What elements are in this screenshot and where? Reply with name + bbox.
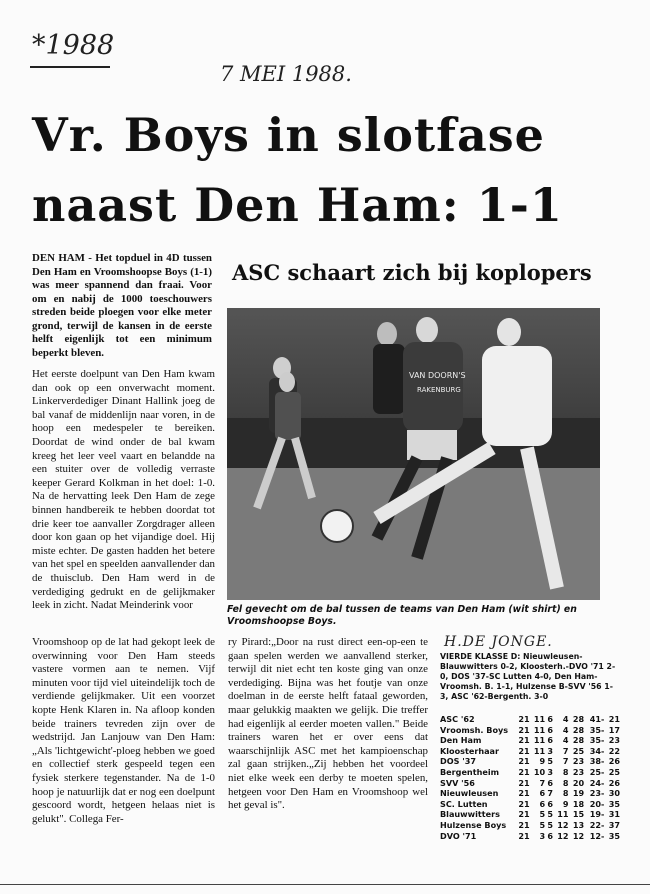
table-cell: 5: [539, 819, 546, 830]
table-cell: 7: [539, 777, 546, 788]
table-cell: 6: [547, 830, 553, 841]
team-name: Hulzense Boys: [440, 819, 507, 830]
photo-caption: Fel gevecht om de bal tussen de teams van Den Ham (wit shirt) en Vroomshoopse Boys.: [227, 604, 577, 627]
team-name: Vroomsh. Boys: [440, 724, 509, 735]
table-cell: 7: [547, 788, 553, 799]
table-row: [440, 735, 620, 746]
table-cell: 6: [539, 798, 546, 809]
table-cell: 8: [562, 777, 569, 788]
table-cell: 4: [562, 735, 569, 746]
table-cell: 23: [572, 756, 585, 767]
table-cell: 9: [539, 756, 546, 767]
team-name: SC. Lutten: [440, 798, 488, 809]
table-cell: 7: [562, 756, 569, 767]
table-cell: 23: [572, 766, 585, 777]
table-cell: 6: [547, 724, 553, 735]
table-row: [440, 778, 620, 789]
table-cell: 12: [557, 830, 569, 841]
table-cell: 6: [547, 777, 553, 788]
team-name: SVV '56: [440, 777, 475, 788]
team-name: Blauwwitters: [440, 809, 500, 820]
table-row: [440, 767, 620, 778]
table-cell: 12: [557, 819, 569, 830]
table-cell: 19: [572, 788, 585, 799]
table-row: [440, 788, 620, 799]
table-cell: 5: [539, 809, 546, 820]
table-cell: 28: [572, 714, 585, 724]
photo-illustration: [227, 308, 600, 600]
table-cell: 21: [518, 809, 530, 820]
table-row: [440, 714, 620, 725]
table-cell: 3: [547, 745, 553, 756]
byline: H.DE JONGE.: [444, 634, 553, 650]
table-cell: 6: [547, 735, 553, 746]
table-cell: 4: [562, 724, 569, 735]
table-cell: 34-: [589, 745, 605, 756]
table-cell: 35-: [589, 735, 605, 746]
table-cell: 21: [518, 745, 530, 756]
table-cell: 25-: [589, 766, 605, 777]
bottom-rule: [0, 884, 650, 885]
table-cell: 10: [533, 766, 546, 777]
table-cell: 22: [608, 745, 620, 756]
table-cell: 25: [608, 766, 620, 777]
table-cell: 26: [608, 777, 620, 788]
table-cell: 5: [547, 819, 553, 830]
results-text: VIERDE KLASSE D: Nieuwleusen-Blauwwitters 0-2, Kloosterh.-DVO '71 2-0, DOS '37-SC Lutten 4-0, Den Ham-Vroomsh. B. 1-1, Hulzense B-SVV '56 1-3, ASC '62-Bergenth. 3-0: [440, 652, 616, 701]
table-cell: 20-: [589, 798, 605, 809]
table-cell: 8: [562, 788, 569, 799]
lead-paragraph: DEN HAM - Het topduel in 4D tussen Den Ham en Vroomshoopse Boys (1-1) was meer spannend dan fraai. Voor om en nabij de 1000 toeschouwers streden beide ploegen voor elke meter grond, terwijl de kansen in de eerste helft eigenlijk tot een minimum beperkt bleven.: [32, 252, 212, 359]
table-cell: 9: [562, 798, 569, 809]
table-cell: 19-: [589, 809, 605, 820]
shirt-text-2: RAKENBURG: [417, 386, 461, 394]
table-cell: 7: [562, 745, 569, 756]
table-cell: 22-: [589, 819, 605, 830]
table-cell: 5: [547, 809, 553, 820]
table-row: [440, 799, 620, 810]
table-cell: 21: [518, 735, 530, 746]
table-cell: 11: [533, 724, 546, 735]
table-cell: 26: [608, 756, 620, 767]
table-cell: 17: [608, 724, 620, 735]
table-cell: 38-: [589, 756, 605, 767]
table-cell: 3: [547, 766, 553, 777]
team-name: DVO '71: [440, 830, 477, 841]
table-cell: 21: [518, 798, 530, 809]
table-cell: 37: [608, 819, 620, 830]
standings-table: [440, 714, 620, 841]
shirt-text: VAN DOORN'S: [409, 371, 466, 380]
team-name: Bergentheim: [440, 766, 500, 777]
table-cell: 13: [572, 819, 585, 830]
table-row: [440, 820, 620, 831]
table-cell: 41-: [589, 714, 605, 724]
table-row: [440, 809, 620, 820]
table-cell: 30: [608, 788, 620, 799]
date-note: 7 MEI 1988.: [220, 62, 352, 86]
table-cell: 24-: [589, 777, 605, 788]
table-cell: 21: [518, 724, 530, 735]
table-cell: 6: [547, 714, 553, 724]
table-cell: 20: [572, 777, 585, 788]
table-cell: 25: [572, 745, 585, 756]
table-cell: 21: [518, 788, 530, 799]
table-cell: 21: [518, 830, 530, 841]
table-cell: 35: [608, 798, 620, 809]
table-cell: 8: [562, 766, 569, 777]
table-cell: 21: [518, 756, 530, 767]
table-cell: 5: [547, 756, 553, 767]
team-name: DOS '37: [440, 756, 476, 767]
body-paragraph: Het eerste doelpunt van Den Ham kwam dan ook op een onverwacht moment. Linkerverdediger Dinant Hallink joeg de bal vanaf de middenlijn naar voren, in de hoop een medespeler te bereiken. Doordat de wind onder de bal kwam kreeg het leer veel vaart en belandde na een stuiter over de volledig verraste keeper Gerard Kolkman in het doel: 1-0. Na de hervatting leek Den Ham de zege binnen handbereik te hebben doordat tot drie keer toe aanvaller Zorgdrager alleen door kon gaan op het vijandige doel. Hij miste echter. De gasten hadden het betere van het spel en speelden aanvallender dan de thuisclub. Den Ham werd in de verdediging gedrukt en de gelijkmaker leek in zicht. Nadat Meinderink voor: [32, 368, 215, 612]
table-cell: 28: [572, 735, 585, 746]
table-cell: 15: [572, 809, 585, 820]
table-cell: 28: [572, 724, 585, 735]
table-row: [440, 725, 620, 736]
table-row: [440, 756, 620, 767]
headline-line-1: Vr. Boys in slotfase: [32, 108, 545, 162]
table-cell: 12-: [589, 830, 605, 841]
table-cell: 6: [539, 788, 546, 799]
table-cell: 18: [572, 798, 585, 809]
table-cell: 21: [518, 766, 530, 777]
table-cell: 23-: [589, 788, 605, 799]
body-column-1: [32, 368, 215, 618]
body-column-3: ry Pirard:„Door na rust direct een-op-een te gaan spelen werden we aanvallend sterker, terwijl dit niet echt ten koste ging van onze verdediging. Bijna was het foutje van onze doelman in de eerste helft fataal geworden, maar gelukkig maakten we gelijk. Die treffer had eigenlijk al eerder moeten vallen." Beide trainers waren het er over eens dat waarschijnlijk ASC met het kampioenschap zal gaan strijken.„Zij hebben het voordeel niet elke week een derby te moeten spelen, hetgeen voor Den Ham en Vroomshoop wel het geval is".: [228, 636, 428, 812]
table-cell: 4: [562, 714, 569, 724]
team-name: Kloosterhaar: [440, 745, 500, 756]
team-name: ASC '62: [440, 714, 475, 724]
table-cell: 11: [557, 809, 569, 820]
table-cell: 35-: [589, 724, 605, 735]
table-row: [440, 831, 620, 842]
table-cell: 21: [608, 714, 620, 724]
headline-line-2: naast Den Ham: 1-1: [32, 178, 563, 232]
table-cell: 6: [547, 798, 553, 809]
table-cell: 21: [518, 777, 530, 788]
table-cell: 31: [608, 809, 620, 820]
table-cell: 21: [518, 819, 530, 830]
team-name: Nieuwleusen: [440, 788, 499, 799]
body-column-2: Vroomshoop op de lat had gekopt leek de overwinning voor Den Ham steeds vastere vormen aan te nemen. Vijf minuten voor tijd viel uiteindelijk toch de verdiende gelijkmaker. Uit een voorzet kopte Henk Klaren in. Na afloop konden beide trainers tevreden zijn over de wedstrijd. Jan Lanjouw van Den Ham:„Als 'lichtgewicht'-ploeg hebben we goed en collectief sterk gespeeld tegen een fysiek sterkere tegenstander. Na de 1-0 hoop je natuurlijk dat er nog een doelpunt gescoord wordt, hetgeen helaas niet is gelukt". Collega Fer-: [32, 636, 215, 825]
table-cell: 11: [533, 714, 546, 724]
table-row: [440, 746, 620, 757]
subheadline: ASC schaart zich bij koplopers: [232, 260, 592, 285]
archive-underline: [30, 66, 110, 68]
table-cell: 21: [518, 714, 530, 724]
table-cell: 35: [608, 830, 620, 841]
table-cell: 11: [533, 735, 546, 746]
table-cell: 12: [572, 830, 585, 841]
table-cell: 11: [533, 745, 546, 756]
archive-mark: *1988: [32, 30, 115, 61]
table-cell: 3: [539, 830, 546, 841]
table-cell: 23: [608, 735, 620, 746]
match-photo: [227, 308, 600, 600]
team-name: Den Ham: [440, 735, 482, 746]
